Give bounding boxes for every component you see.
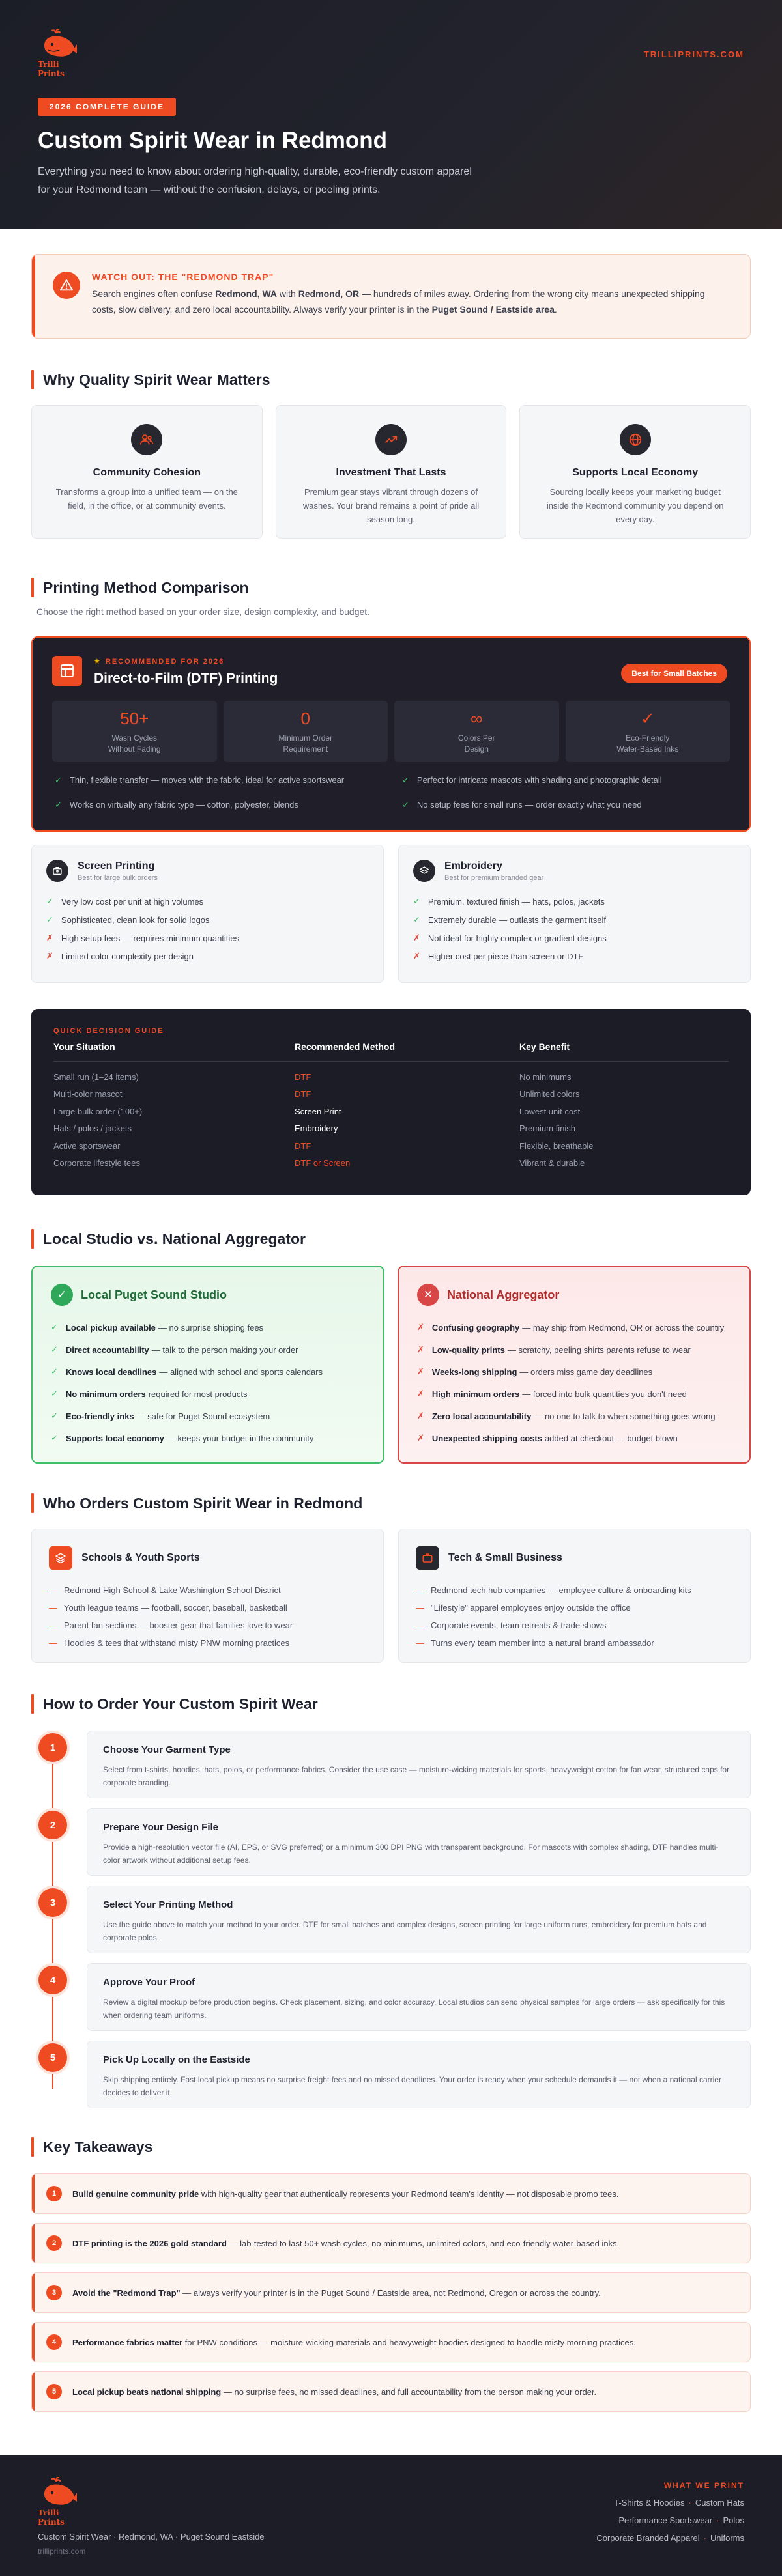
dtf-feature: ✓ No setup fees for small runs — order exactly what you need [402, 800, 642, 810]
card-subtitle: Best for large bulk orders [78, 873, 158, 882]
card-text: Premium gear stays vibrant through dozens of washes. Your brand remains a point of pride all season long. [302, 487, 480, 524]
takeaway-number: 5 [46, 2384, 62, 2399]
cross-icon: ✗ [417, 1322, 424, 1332]
check-icon: ✓ [402, 800, 409, 810]
column-header: Recommended Method [295, 1041, 519, 1062]
section-heading: Who Orders Custom Spirit Wear in Redmond [31, 1493, 751, 1513]
service-line: Corporate Branded Apparel · Uniforms [596, 2533, 744, 2543]
methods-section [31, 578, 751, 1195]
method-cell: DTF [295, 1140, 311, 1151]
step-text: Use the guide above to match your method to your order. DTF for small batches and complex designs, screen printing for large uniform runs, embroidery for premium hats and corporate polos. [103, 1920, 707, 1942]
cross-icon: ✗ [46, 933, 53, 942]
order-step [31, 1886, 751, 1953]
situation-cell: Large bulk order (100+) [53, 1106, 143, 1116]
check-icon: ✓ [55, 775, 62, 785]
step-title: Prepare Your Design File [103, 1822, 219, 1833]
tech-business-card [398, 1529, 751, 1663]
whale-logo-icon [42, 2477, 78, 2507]
takeaway-number: 3 [46, 2285, 62, 2300]
embroidery-card [398, 845, 751, 983]
service-line: Performance Sportswear · Polos [618, 2515, 744, 2525]
check-icon: ✓ [413, 896, 420, 906]
takeaway-bold: Performance fabrics matter [72, 2337, 183, 2347]
benefit-cell: No minimums [519, 1071, 572, 1082]
card-text: Transforms a group into a unified team — on the field, in the office, or at community events. [55, 487, 238, 511]
takeaway-number: 4 [46, 2334, 62, 2350]
check-icon: ✓ [51, 1366, 58, 1376]
method-cell: DTF or Screen [295, 1158, 351, 1168]
cross-icon: ✗ [417, 1433, 424, 1443]
pro-item: ✓ Extremely durable — outlasts the garment itself [413, 914, 607, 925]
situation-cell: Active sportswear [53, 1140, 121, 1151]
takeaway-text [72, 2239, 619, 2248]
takeaway-rest: — lab-tested to last 50+ wash cycles, no minimums, unlimited colors, and eco-friendly water-based inks. [226, 2238, 620, 2248]
check-icon: ✓ [51, 1433, 58, 1443]
situation-cell: Small run (1–24 items) [53, 1071, 139, 1082]
takeaway-rest: — no surprise fees, no missed deadlines, and full accountability from the person making your order. [221, 2386, 597, 2397]
method-cell: Embroidery [295, 1124, 338, 1134]
item-bold: Local pickup available [65, 1322, 156, 1333]
list-item: — Redmond tech hub companies — employee culture & onboarding kits [416, 1581, 733, 1599]
list-item: — Youth league teams — football, soccer, baseball, basketball [49, 1599, 366, 1617]
item-bold: Knows local deadlines [65, 1366, 157, 1377]
item-bold: High minimum orders [431, 1389, 520, 1399]
card-title: Community Cohesion [93, 467, 201, 478]
card-title: Tech & Small Business [448, 1552, 562, 1563]
section-heading: How to Order Your Custom Spirit Wear [31, 1694, 751, 1714]
check-icon: ✓ [46, 896, 53, 906]
why-card-local-economy [519, 405, 751, 539]
item-text: — no surprise shipping fees [158, 1322, 264, 1333]
x-circle-icon: ✕ [417, 1284, 439, 1306]
item-bold: Confusing geography [431, 1322, 520, 1333]
card-text: Sourcing locally keeps your marketing budget inside the Redmond community you depend on every day. [546, 487, 724, 524]
decision-rows [53, 1068, 729, 1172]
takeaways-section [31, 2137, 751, 2412]
item-text: — forced into bulk quantities you don't need [522, 1389, 687, 1399]
comparison-item [51, 1338, 365, 1361]
card-title: National Aggregator [447, 1288, 560, 1301]
footer-url-link[interactable]: trilliprints.com [38, 2547, 86, 2556]
situation-cell: Multi-color mascot [53, 1089, 123, 1099]
item-text: — no one to talk to when something goes wrong [534, 1411, 716, 1421]
item-bold: Low-quality prints [431, 1344, 505, 1355]
pro-item: ✓ Very low cost per unit at high volumes [46, 896, 204, 907]
card-subtitle: Best for premium branded gear [444, 873, 544, 882]
item-text: required for most products [148, 1389, 248, 1399]
check-icon: ✓ [402, 775, 409, 785]
comparison-item [51, 1316, 365, 1338]
page-title: Custom Spirit Wear in Redmond [38, 128, 388, 153]
list-item: — Redmond High School & Lake Washington School District [49, 1581, 366, 1599]
versus-section [31, 1229, 751, 1464]
takeaway-text [72, 2288, 601, 2298]
quick-decision-guide [31, 1009, 751, 1195]
card-title: Investment That Lasts [336, 467, 446, 478]
hero-intro: Everything you need to know about ordering high-quality, durable, eco-friendly custom apparel for your Redmond team — without the confusion, delays, or peeling prints. [38, 166, 472, 195]
comparison-item [417, 1383, 731, 1405]
step-card [87, 2041, 751, 2108]
warning-text: Search engines often confuse Redmond, WA with Redmond, OR — hundreds of miles away. Ordering from the wrong city means unexpected shipping costs, slow delivery, and zero local accountability. Always verify your printer is in the Puget Sound / Eastside area. [92, 289, 705, 315]
layers-icon [413, 860, 435, 882]
check-icon: ✓ [51, 1344, 58, 1354]
list-item: — Corporate events, team retreats & trade shows [416, 1617, 733, 1634]
comparison-item [51, 1427, 365, 1449]
con-item: ✗ Not ideal for highly complex or gradient designs [413, 933, 607, 943]
list-item: — Turns every team member into a natural brand ambassador [416, 1634, 733, 1652]
service-line: T-Shirts & Hoodies · Custom Hats [614, 2498, 744, 2508]
comparison-item [51, 1361, 365, 1383]
stat-minimum-order: 0 Minimum Order Requirement [224, 701, 388, 762]
method-cell: Screen Print [295, 1106, 341, 1116]
step-card [87, 1808, 751, 1876]
benefit-cell: Lowest unit cost [519, 1106, 581, 1116]
stat-wash-cycles: 50+ Wash Cycles Without Fading [52, 701, 217, 762]
card-title: Embroidery [444, 860, 502, 871]
order-step [31, 1808, 751, 1876]
con-item: ✗ Higher cost per piece than screen or DTF [413, 951, 584, 961]
stat-colors: ∞ Colors Per Design [394, 701, 559, 762]
pro-item: ✓ Sophisticated, clean look for solid logos [46, 914, 210, 925]
takeaway-bold: Build genuine community pride [72, 2188, 199, 2199]
print-layout-icon [52, 656, 82, 686]
dtf-card [31, 636, 751, 832]
why-section [31, 370, 751, 539]
column-header: Your Situation [53, 1041, 295, 1062]
section-heading: Why Quality Spirit Wear Matters [31, 370, 751, 389]
benefit-cell: Premium finish [519, 1124, 575, 1134]
brand-logo[interactable] [38, 29, 82, 78]
step-text: Review a digital mockup before production begins. Check placement, sizing, and color accuracy. Local studios can send physical samples for large orders — ask specifically for this when ordering team uniforms. [103, 1998, 725, 2020]
check-icon: ✓ [46, 914, 53, 924]
pro-item: ✓ Premium, textured finish — hats, polos, jackets [413, 896, 605, 907]
warning-triangle-icon [53, 272, 80, 299]
section-heading: Local Studio vs. National Aggregator [31, 1229, 751, 1249]
step-card [87, 1963, 751, 2031]
item-bold: Weeks-long shipping [431, 1366, 517, 1377]
takeaway-item [31, 2371, 751, 2412]
footer-logo[interactable] [38, 2477, 82, 2526]
warning-title: WATCH OUT: THE "REDMOND TRAP" [92, 272, 274, 282]
order-step [31, 1963, 751, 2031]
benefit-cell: Unlimited colors [519, 1089, 580, 1099]
cross-icon: ✗ [413, 951, 420, 961]
item-text: — scratchy, peeling shirts parents refuse to wear [507, 1344, 691, 1355]
decision-table [53, 1041, 729, 1062]
dtf-feature: ✓ Perfect for intricate mascots with shading and photographic detail [402, 775, 662, 785]
takeaway-item [31, 2223, 751, 2263]
item-text: — safe for Puget Sound ecosystem [136, 1411, 270, 1421]
dtf-recommended-label: ★ RECOMMENDED FOR 2026 [94, 658, 225, 666]
takeaway-text [72, 2189, 618, 2199]
quick-guide-label: QUICK DECISION GUIDE [53, 1027, 164, 1035]
footer-services [596, 2481, 744, 2543]
order-step [31, 2041, 751, 2108]
item-text: — orders miss game day deadlines [519, 1366, 653, 1377]
benefit-cell: Vibrant & durable [519, 1158, 585, 1168]
section-subtitle: Choose the right method based on your order size, design complexity, and budget. [36, 606, 370, 617]
comparison-item [417, 1405, 731, 1427]
step-title: Approve Your Proof [103, 1977, 195, 1988]
item-text: — keeps your budget in the community [166, 1433, 314, 1443]
step-card [87, 1731, 751, 1798]
dtf-feature: ✓ Thin, flexible transfer — moves with the fabric, ideal for active sportswear [55, 775, 345, 785]
star-icon: ★ [94, 658, 102, 666]
footer-tagline: Custom Spirit Wear · Redmond, WA · Puget Sound Eastside [38, 2532, 265, 2541]
whale-logo-icon [42, 29, 78, 59]
step-number: 1 [38, 1733, 67, 1762]
takeaway-item [31, 2322, 751, 2362]
benefit-cell: Flexible, breathable [519, 1140, 594, 1151]
logo-text: Trilli Prints [38, 60, 65, 78]
dtf-title: Direct-to-Film (DTF) Printing [94, 671, 278, 686]
item-bold: Direct accountability [65, 1344, 149, 1355]
step-title: Choose Your Garment Type [103, 1744, 231, 1755]
takeaway-text [72, 2338, 636, 2347]
card-title: Schools & Youth Sports [81, 1552, 200, 1563]
step-number: 4 [38, 1966, 67, 1994]
order-step [31, 1731, 751, 1798]
step-number: 5 [38, 2043, 67, 2072]
stat-eco: ✓ Eco-Friendly Water-Based Inks [566, 701, 731, 762]
redmond-trap-warning [31, 254, 751, 339]
national-aggregator-card [398, 1266, 751, 1464]
item-bold: No minimum orders [65, 1389, 146, 1399]
item-bold: Eco-friendly inks [65, 1411, 134, 1421]
con-item: ✗ Limited color complexity per design [46, 951, 194, 961]
item-bold: Zero local accountability [431, 1411, 532, 1421]
comparison-item [51, 1405, 365, 1427]
hero-header [0, 0, 782, 229]
trend-up-icon [375, 424, 407, 455]
card-title: Supports Local Economy [572, 467, 699, 478]
list-item: — "Lifestyle" apparel employees enjoy outside the office [416, 1599, 733, 1617]
cross-icon: ✗ [46, 951, 53, 961]
step-number: 2 [38, 1811, 67, 1839]
best-small-batches-pill: Best for Small Batches [621, 664, 727, 683]
takeaway-item [31, 2272, 751, 2313]
takeaway-item [31, 2173, 751, 2214]
check-icon: ✓ [51, 1389, 58, 1398]
check-icon: ✓ [55, 800, 62, 810]
card-title: Local Puget Sound Studio [81, 1288, 227, 1301]
takeaway-text [72, 2387, 596, 2397]
comparison-item [417, 1316, 731, 1338]
cross-icon: ✗ [417, 1411, 424, 1421]
list-item: — Hoodies & tees that withstand misty PNW morning practices [49, 1634, 366, 1652]
schools-card [31, 1529, 384, 1663]
people-icon [131, 424, 162, 455]
dtf-feature: ✓ Works on virtually any fabric type — cotton, polyester, blends [55, 800, 298, 810]
cross-icon: ✗ [417, 1389, 424, 1398]
list-item: — Parent fan sections — booster gear that families love to wear [49, 1617, 366, 1634]
check-icon: ✓ [51, 1411, 58, 1421]
item-text: — may ship from Redmond, OR or across the country [522, 1322, 725, 1333]
step-card [87, 1886, 751, 1953]
item-bold: Unexpected shipping costs [431, 1433, 542, 1443]
step-text: Select from t-shirts, hoodies, hats, polos, or performance fabrics. Consider the use case — moisture-wicking materials for sports, heavyweight cotton for fan wear, structured caps for corporate branding. [103, 1765, 730, 1787]
footer [0, 2455, 782, 2576]
why-card-community [31, 405, 263, 539]
situation-cell: Corporate lifestyle tees [53, 1158, 140, 1168]
takeaway-number: 2 [46, 2235, 62, 2251]
situation-cell: Hats / polos / jackets [53, 1124, 132, 1134]
guide-badge: 2026 COMPLETE GUIDE [38, 98, 176, 116]
why-card-investment [276, 405, 507, 539]
steps-section [31, 1694, 751, 2108]
step-title: Pick Up Locally on the Eastside [103, 2054, 250, 2065]
check-icon: ✓ [413, 914, 420, 924]
takeaway-rest: for PNW conditions — moisture-wicking materials and heavyweight hoodies designed to handle misty morning practices. [182, 2337, 636, 2347]
item-bold: Supports local economy [65, 1433, 164, 1443]
section-heading: Printing Method Comparison [31, 578, 751, 597]
check-icon: ✓ [51, 1322, 58, 1332]
briefcase-icon [46, 860, 68, 882]
logo-text: Trilli Prints [38, 2508, 65, 2526]
cross-icon: ✗ [417, 1366, 424, 1376]
takeaway-rest: with high-quality gear that authentically represents your Redmond team's identity — not disposable promo tees. [199, 2188, 619, 2199]
cross-icon: ✗ [417, 1344, 424, 1354]
comparison-item [51, 1383, 365, 1405]
takeaway-bold: Local pickup beats national shipping [72, 2386, 222, 2397]
section-heading: Key Takeaways [31, 2137, 751, 2157]
who-section [31, 1493, 751, 1663]
globe-icon [620, 424, 651, 455]
con-item: ✗ High setup fees — requires minimum quantities [46, 933, 240, 943]
step-number: 3 [38, 1888, 67, 1917]
site-url-link[interactable]: TRILLIPRINTS.COM [643, 50, 744, 59]
comparison-item [417, 1361, 731, 1383]
briefcase-icon [416, 1546, 439, 1570]
local-studio-card [31, 1266, 384, 1464]
main-content [0, 254, 782, 2412]
comparison-item [417, 1338, 731, 1361]
takeaway-bold: Avoid the "Redmond Trap" [72, 2287, 181, 2298]
comparison-item [417, 1427, 731, 1449]
item-text: — aligned with school and sports calendars [159, 1366, 323, 1377]
cross-icon: ✗ [413, 933, 420, 942]
takeaway-rest: — always verify your printer is in the Puget Sound / Eastside area, not Redmond, Oregon or across the country. [180, 2287, 601, 2298]
takeaway-bold: DTF printing is the 2026 gold standard [72, 2238, 227, 2248]
column-header: Key Benefit [519, 1041, 729, 1062]
check-circle-icon: ✓ [51, 1284, 73, 1306]
screen-printing-card [31, 845, 384, 983]
method-cell: DTF [295, 1089, 311, 1099]
item-text: added at checkout — budget blown [544, 1433, 678, 1443]
footer-label: WHAT WE PRINT [663, 2481, 744, 2490]
steps-timeline [31, 1731, 751, 2108]
layers-icon [49, 1546, 72, 1570]
step-title: Select Your Printing Method [103, 1899, 233, 1910]
step-text: Skip shipping entirely. Fast local pickup means no surprise freight fees and no missed deadlines. Your order is ready when your schedule demands it — not when a national carrier decides to deliver it. [103, 2075, 721, 2097]
card-title: Screen Printing [78, 860, 155, 871]
takeaway-number: 1 [46, 2186, 62, 2201]
method-cell: DTF [295, 1071, 311, 1082]
step-text: Provide a high-resolution vector file (AI, EPS, or SVG preferred) or a minimum 300 DPI PNG with transparent background. For mascots with complex shading, DTF handles multi-color artwork without additional setup fees. [103, 1843, 719, 1865]
item-text: — talk to the person making your order [151, 1344, 298, 1355]
